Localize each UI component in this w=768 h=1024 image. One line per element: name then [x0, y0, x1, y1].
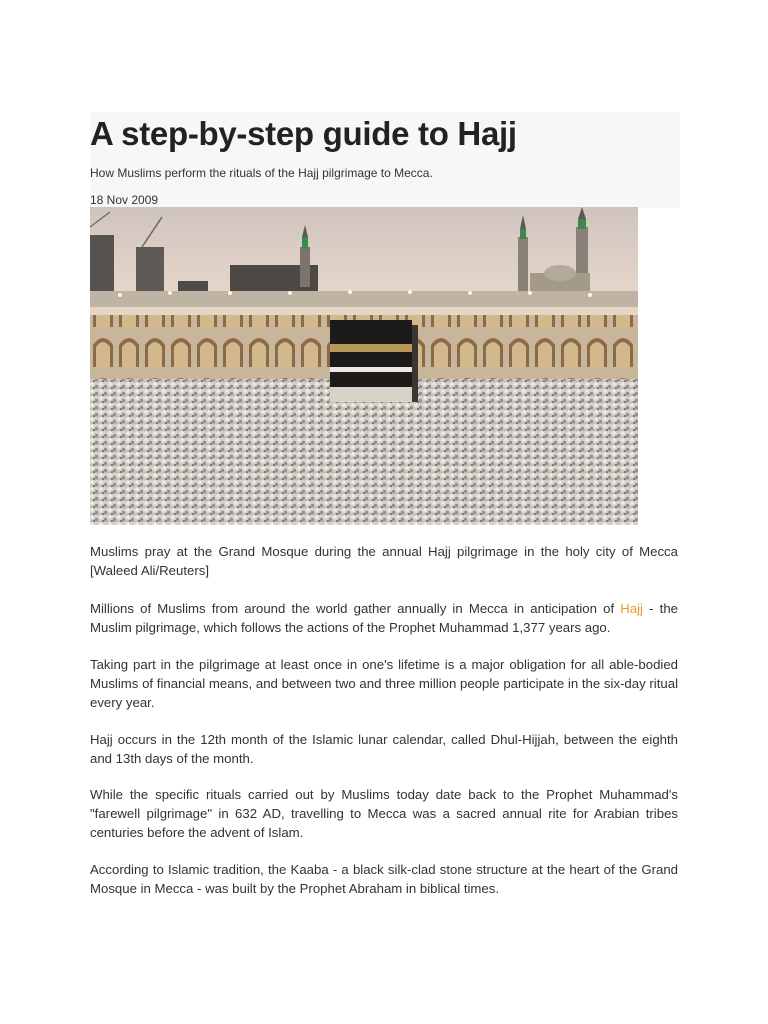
- paragraph-1-text-end: - the Muslim pilgrimage, which follows the actions of the Prophet Muhammad 1,377 years ago.: [90, 601, 679, 635]
- paragraph-3: Hajj occurs in the 12th month of the Islamic lunar calendar, called Dhul-Hijjah, between the eighth and 13th days of the month.: [90, 732, 678, 766]
- hajj-link[interactable]: Hajj: [620, 601, 643, 616]
- paragraph-4: While the specific rituals carried out by Muslims today date back to the Prophet Muhammad's "farewell pilgrimage" in 632 AD, travelling to Mecca was a sacred annual rite for Arabian tribes centuries before the advent of Islam.: [90, 787, 678, 840]
- paragraph-1: [90, 599, 678, 637]
- article-subtitle: How Muslims perform the rituals of the Hajj pilgrimage to Mecca.: [90, 166, 433, 180]
- grand-mosque-photo: [90, 207, 638, 525]
- paragraph-1-text-start: Millions of Muslims from around the world gather annually in Mecca in anticipation of: [90, 601, 621, 616]
- article-title: A step-by-step guide to Hajj: [90, 115, 517, 152]
- photo-caption: Muslims pray at the Grand Mosque during the annual Hajj pilgrimage in the holy city of Mecca [Waleed Ali/Reuters]: [90, 544, 678, 578]
- paragraph-2: Taking part in the pilgrimage at least once in one's lifetime is a major obligation for all able-bodied Muslims of financial means, and between two and three million people participate in the six-day ritual every year.: [90, 657, 678, 710]
- paragraph-5: According to Islamic tradition, the Kaaba - a black silk-clad stone structure at the heart of the Grand Mosque in Mecca - was built by the Prophet Abraham in biblical times.: [90, 862, 678, 896]
- article-date: 18 Nov 2009: [90, 193, 159, 207]
